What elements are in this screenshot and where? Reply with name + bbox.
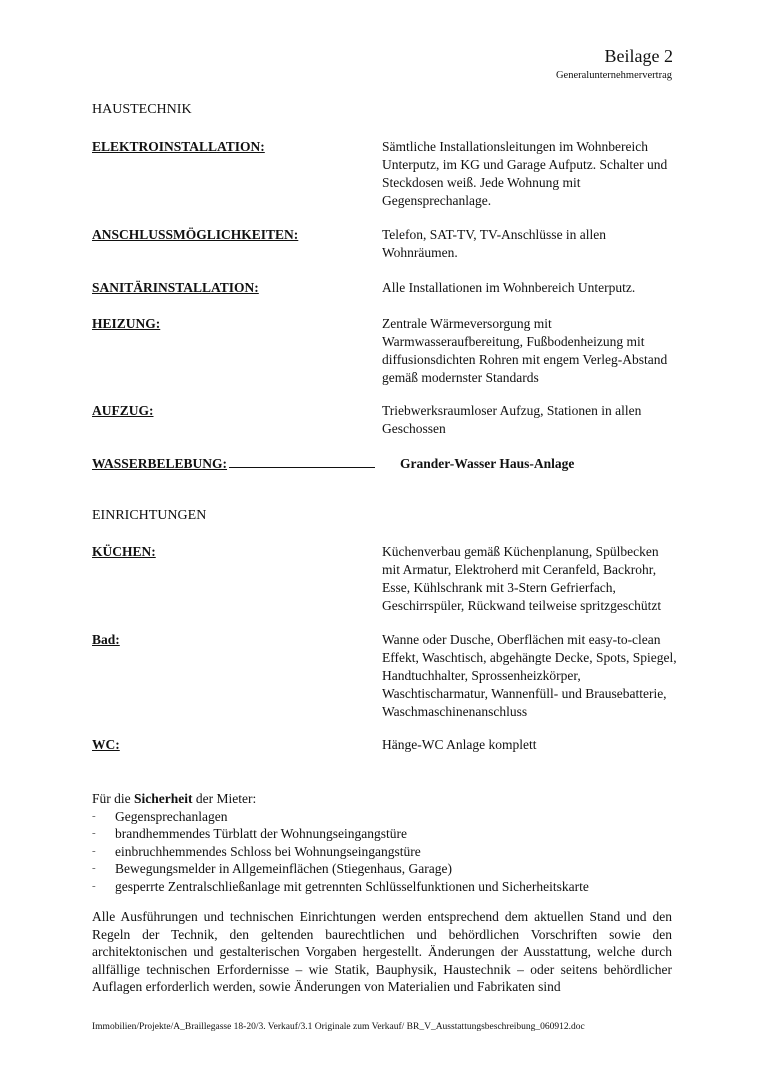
list-item: - Gegensprechanlagen: [92, 808, 682, 826]
underline-rule: [229, 455, 375, 468]
list-item: - gesperrte Zentralschließanlage mit getrennten Schlüsselfunktionen und Sicherheitskarte: [92, 878, 682, 896]
list-item: - Bewegungsmelder in Allgemeinflächen (Stiegenhaus, Garage): [92, 860, 682, 878]
spec-label-text: WASSERBELEBUNG:: [92, 456, 228, 471]
spec-value: Zentrale Wärmeversorgung mit Warmwasseraufbereitung, Fußbodenheizung mit diffusionsdichten Rohren mit engem Verleg-Abstand gemäß modernster Standards: [382, 316, 668, 385]
spec-label: [92, 455, 375, 473]
list-item: - einbruchhemmendes Schloss bei Wohnungseingangstüre: [92, 843, 682, 861]
document-subtitle: Generalunternehmervertrag: [555, 70, 672, 81]
spec-value: Küchenverbau gemäß Küchenplanung, Spülbecken mit Armatur, Elektroherd mit Ceranfeld, Backrohr, Esse, Kühlschrank mit 3-Stern Gefrierfach, Geschirrspüler, Rückwand teilweise spritzgeschützt: [382, 544, 662, 613]
spec-value: Grander-Wasser Haus-Anlage: [400, 456, 575, 471]
spec-value: Alle Installationen im Wohnbereich Unterputz.: [382, 280, 636, 295]
spec-value: Wanne oder Dusche, Oberflächen mit easy-to-clean Effekt, Waschtisch, abgehängte Decke, Spots, Spiegel, Handtuchhalter, Sprossenheizkörper, Waschtischarmatur, Wannenfüll- und Brausebatterie, Waschmaschinenanschluss: [382, 632, 677, 719]
security-intro-suffix: der Mieter:: [192, 791, 257, 806]
list-item: - brandhemmendes Türblatt der Wohnungseingangstüre: [92, 825, 682, 843]
spec-label: Bad:: [92, 632, 120, 647]
document-title: Beilage 2: [604, 46, 673, 66]
spec-label: WC:: [92, 737, 120, 752]
spec-value: Hänge-WC Anlage komplett: [382, 737, 537, 752]
footer-file-path: Immobilien/Projekte/A_Braillegasse 18-20/3. Verkauf/3.1 Originale zum Verkauf/ BR_V_Ausstattungsbeschreibung_060912.doc: [92, 1022, 585, 1032]
spec-label: KÜCHEN:: [92, 544, 156, 559]
security-list: [92, 808, 682, 896]
spec-label: ANSCHLUSSMÖGLICHKEITEN:: [92, 227, 299, 242]
spec-label: SANITÄRINSTALLATION:: [92, 280, 259, 295]
spec-value: Telefon, SAT-TV, TV-Anschlüsse in allen Wohnräumen.: [382, 227, 607, 260]
section-heading-haustechnik: HAUSTECHNIK: [92, 102, 192, 117]
security-intro-bold: Sicherheit: [134, 791, 193, 806]
section-heading-einrichtungen: EINRICHTUNGEN: [92, 508, 207, 523]
spec-value: Sämtliche Installationsleitungen im Wohnbereich Unterputz, im KG und Garage Aufputz. Schalter und Steckdosen weiß. Jede Wohnung mit Gegensprechanlage.: [382, 139, 668, 208]
spec-label: ELEKTROINSTALLATION:: [92, 139, 265, 154]
spec-label: HEIZUNG:: [92, 316, 161, 331]
spec-value: Triebwerksraumloser Aufzug, Stationen in allen Geschossen: [382, 403, 642, 436]
security-intro-prefix: Für die: [92, 791, 134, 806]
body-paragraph: Alle Ausführungen und technischen Einrichtungen werden entsprechend dem aktuellen Stand und den Regeln der Technik, den geltenden baurechtlichen und behördlichen Vorschriften sowie den architektonischen und gestalterischen Vorgaben hergestellt. Änderungen der Ausstattung, welche durch allfällige technischen Erfordernisse – wie Statik, Bauphysik, Haustechnik – oder seitens behördlicher Auflagen erforderlich werden, sowie Änderungen von Materialien und Fabrikaten sind: [92, 909, 672, 994]
security-intro: [92, 790, 682, 808]
spec-label: AUFZUG:: [92, 403, 154, 418]
security-section: [92, 790, 682, 895]
